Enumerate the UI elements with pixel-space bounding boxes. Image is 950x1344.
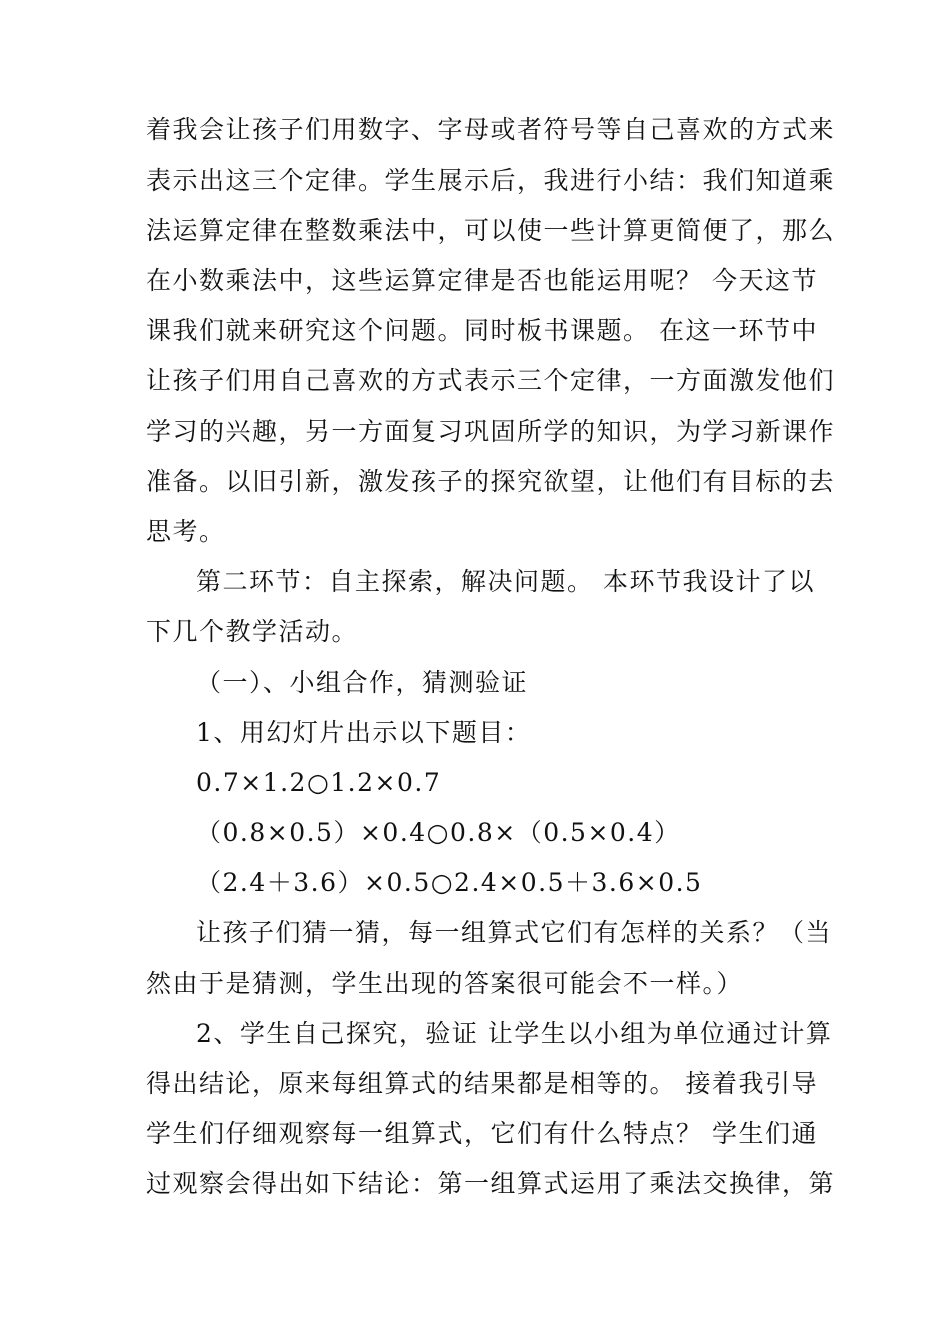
- text-line-9: 思考。: [146, 517, 226, 546]
- text-line-18: 然由于是猜测，学生出现的答案很可能会不一样。）: [146, 969, 744, 998]
- text-line-3: 法运算定律在整数乘法中，可以使一些计算更简便了，那么: [146, 216, 836, 245]
- text-line-8: 准备。以旧引新，激发孩子的探究欲望，让他们有目标的去: [146, 467, 836, 496]
- text-line-12: （一）、小组合作，猜测验证: [196, 668, 529, 697]
- text-line-1: 着我会让孩子们用数字、字母或者符号等自己喜欢的方式来: [146, 115, 836, 144]
- text-line-14: 0.7×1.2○1.2×0.7: [196, 768, 442, 797]
- text-line-11: 下几个教学活动。: [146, 617, 359, 646]
- text-line-2: 表示出这三个定律。学生展示后，我进行小结：我们知道乘: [146, 166, 836, 195]
- text-line-21: 学生们仔细观察每一组算式，它们有什么特点？ 学生们通: [146, 1119, 818, 1148]
- text-line-10: 第二环节：自主探索，解决问题。 本环节我设计了以: [196, 567, 815, 596]
- text-line-4: 在小数乘法中，这些运算定律是否也能运用呢？ 今天这节: [146, 266, 818, 295]
- text-line-7: 学习的兴趣，另一方面复习巩固所学的知识，为学习新课作: [146, 417, 836, 446]
- text-line-6: 让孩子们用自己喜欢的方式表示三个定律，一方面激发他们: [146, 366, 836, 395]
- text-line-17: 让孩子们猜一猜，每一组算式它们有怎样的关系？（当: [196, 918, 833, 947]
- text-line-20: 得出结论，原来每组算式的结果都是相等的。 接着我引导: [146, 1069, 818, 1098]
- text-line-15: （0.8×0.5）×0.4○0.8×（0.5×0.4）: [196, 818, 681, 847]
- text-line-5: 课我们就来研究这个问题。同时板书课题。 在这一环节中: [146, 316, 818, 345]
- text-line-19: 2、学生自己探究，验证 让学生以小组为单位通过计算: [196, 1019, 833, 1048]
- text-line-22: 过观察会得出如下结论：第一组算式运用了乘法交换律，第: [146, 1169, 836, 1198]
- text-line-13: 1、用幻灯片出示以下题目：: [196, 718, 532, 747]
- text-line-16: （2.4＋3.6）×0.5○2.4×0.5＋3.6×0.5: [196, 868, 703, 897]
